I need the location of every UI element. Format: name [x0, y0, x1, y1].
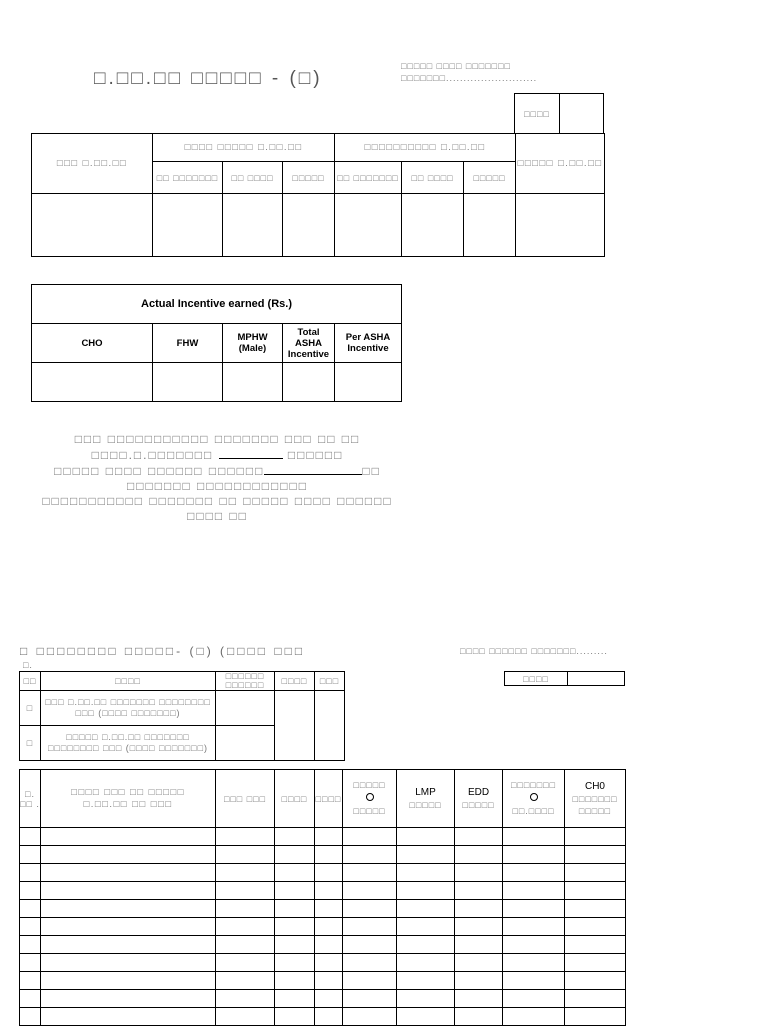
table-cell — [216, 1008, 275, 1026]
table-row — [20, 882, 626, 900]
table-cell — [315, 936, 343, 954]
table-row — [20, 864, 626, 882]
incentive-cell — [32, 363, 153, 402]
table-cell — [41, 900, 216, 918]
table-cell — [275, 990, 315, 1008]
table-cell — [216, 954, 275, 972]
form2-cell — [275, 691, 315, 761]
table-cell — [216, 990, 275, 1008]
table-cell — [503, 828, 565, 846]
form2-row2-count — [216, 726, 275, 761]
table-row — [20, 1008, 626, 1026]
table-cell — [343, 936, 397, 954]
table-cell — [275, 936, 315, 954]
register-table — [19, 769, 626, 1026]
incentive-cell — [223, 363, 283, 402]
table-cell — [503, 972, 565, 990]
table-row — [20, 918, 626, 936]
table-row — [20, 846, 626, 864]
table-cell — [275, 882, 315, 900]
table-cell — [275, 918, 315, 936]
incentive-cell — [283, 363, 335, 402]
table-cell — [20, 936, 41, 954]
form2-title: □ □□□□□□□□ □□□□□- (□) (□□□□ □□□ — [20, 644, 306, 658]
table-cell — [565, 864, 626, 882]
blank-line — [219, 447, 283, 459]
form2-month-label: □□□□ □□□□□□ □□□□□□□......... — [460, 646, 608, 656]
table-cell — [565, 972, 626, 990]
table-cell — [343, 846, 397, 864]
table-cell — [41, 972, 216, 990]
register-h-cho: CH0 □□□□□□□ □□□□□ — [565, 770, 626, 828]
form1-box — [514, 93, 604, 134]
table-cell — [315, 972, 343, 990]
form1-sub-b-3: □□□□□ — [464, 162, 516, 194]
table-cell — [216, 828, 275, 846]
form2-col-c4: □□□□ — [275, 672, 315, 691]
table-cell — [41, 954, 216, 972]
form2-col-item: □□□□ — [41, 672, 216, 691]
table-cell — [343, 972, 397, 990]
form2-row2-text: □□□□□ □.□□.□□ □□□□□□□ □□□□□□□□ □□□ (□□□□ □□□□□□□) — [41, 726, 216, 761]
table-cell — [20, 828, 41, 846]
table-cell — [20, 846, 41, 864]
register-h-lmp: LMP □□□□□ — [397, 770, 455, 828]
table-cell — [343, 918, 397, 936]
certificate-line-1: □□□ □□□□□□□□□□□ □□□□□□□ □□□ □□ □□ — [74, 432, 361, 446]
form1-cell — [516, 194, 605, 257]
form1-cell — [223, 194, 283, 257]
table-cell — [315, 954, 343, 972]
table-cell — [397, 846, 455, 864]
form1-cell — [283, 194, 335, 257]
table-cell — [216, 900, 275, 918]
table-cell — [455, 990, 503, 1008]
table-cell — [503, 918, 565, 936]
table-cell — [397, 828, 455, 846]
certificate-line-6: □□□□ □□ — [187, 509, 248, 523]
form1-col-total-left: □□□ □.□□.□□ — [32, 134, 153, 194]
form1-title: □.□□.□□ □□□□□ - (□) — [94, 68, 323, 89]
table-cell — [343, 1008, 397, 1026]
table-cell — [275, 1008, 315, 1026]
table-cell — [343, 954, 397, 972]
table-cell — [343, 882, 397, 900]
table-row — [20, 990, 626, 1008]
circle-icon — [530, 793, 538, 801]
table-cell — [41, 846, 216, 864]
table-cell — [216, 936, 275, 954]
form1-sub-b-2: □□ □□□□ — [402, 162, 464, 194]
form1-year-label: □□□□□□□.......................... — [401, 73, 538, 83]
table-cell — [41, 936, 216, 954]
incentive-table — [31, 284, 402, 402]
table-cell — [20, 864, 41, 882]
register-h-c3: □□□ □□□ — [216, 770, 275, 828]
certificate-line-3: □□□□□ □□□□ □□□□□□ □□□□□□ □□ — [54, 464, 381, 478]
certificate-text — [20, 432, 415, 523]
table-cell — [343, 828, 397, 846]
table-cell — [275, 846, 315, 864]
register-h-c6: □□□□□ □□□□□ — [343, 770, 397, 828]
table-cell — [315, 1008, 343, 1026]
table-cell — [20, 882, 41, 900]
form2-box — [504, 671, 625, 686]
table-cell — [503, 846, 565, 864]
table-cell — [455, 882, 503, 900]
table-cell — [565, 828, 626, 846]
form2-table — [19, 671, 345, 761]
form2-col-count: □□□□□□ □□□□□□ — [216, 672, 275, 691]
table-cell — [343, 864, 397, 882]
form1-box-value — [560, 94, 604, 134]
certificate-line-4: □□□□□□□ □□□□□□□□□□□□ — [126, 479, 309, 493]
form1-group-b: □□□□□□□□□□ □.□□.□□ — [335, 134, 516, 162]
table-cell — [455, 972, 503, 990]
table-cell — [41, 882, 216, 900]
register-h-c4: □□□□ — [275, 770, 315, 828]
table-cell — [565, 846, 626, 864]
table-cell — [343, 990, 397, 1008]
table-cell — [503, 936, 565, 954]
form1-cell — [153, 194, 223, 257]
table-cell — [503, 864, 565, 882]
table-cell — [455, 1008, 503, 1026]
form2-row2-no: □ — [20, 726, 41, 761]
table-cell — [455, 900, 503, 918]
table-cell — [315, 990, 343, 1008]
table-cell — [315, 828, 343, 846]
table-cell — [216, 882, 275, 900]
form1-month-label: □□□□□ □□□□ □□□□□□□ — [401, 61, 511, 71]
table-row — [20, 972, 626, 990]
table-cell — [565, 918, 626, 936]
incentive-col-per-asha: Per ASHA Incentive — [335, 324, 402, 363]
table-cell — [216, 918, 275, 936]
form2-sn-small: □. — [23, 660, 33, 670]
table-cell — [315, 882, 343, 900]
form1-sub-b-1: □□ □□□□□□□ — [335, 162, 402, 194]
table-cell — [275, 972, 315, 990]
table-row — [20, 954, 626, 972]
incentive-col-fhw: FHW — [153, 324, 223, 363]
table-row — [20, 936, 626, 954]
certificate-line-5: □□□□□□□□□□□ □□□□□□□ □□ □□□□□ □□□□ □□□□□□ — [42, 494, 393, 508]
table-cell — [41, 864, 216, 882]
register-h-edd: EDD □□□□□ — [455, 770, 503, 828]
table-cell — [455, 828, 503, 846]
form1-cell — [32, 194, 153, 257]
form1-sub-a-3: □□□□□ — [283, 162, 335, 194]
form1-cell — [335, 194, 402, 257]
form1-cell — [464, 194, 516, 257]
table-cell — [397, 1008, 455, 1026]
table-cell — [41, 918, 216, 936]
table-cell — [216, 864, 275, 882]
form2-row1-no: □ — [20, 691, 41, 726]
form1-sub-a-1: □□ □□□□□□□ — [153, 162, 223, 194]
register-h-c5: □□□□ — [315, 770, 343, 828]
table-cell — [20, 918, 41, 936]
table-cell — [275, 900, 315, 918]
table-cell — [397, 900, 455, 918]
incentive-col-cho: CHO — [32, 324, 153, 363]
table-cell — [455, 846, 503, 864]
form2-col-c5: □□□ — [315, 672, 345, 691]
form2-col-sn: □□ — [20, 672, 41, 691]
form1-table — [31, 133, 605, 257]
table-cell — [503, 954, 565, 972]
table-cell — [275, 828, 315, 846]
table-cell — [41, 990, 216, 1008]
table-cell — [315, 846, 343, 864]
form1-box-label: □□□□ — [515, 94, 560, 134]
table-cell — [275, 954, 315, 972]
table-cell — [397, 954, 455, 972]
form2-row1-count — [216, 691, 275, 726]
table-row — [20, 900, 626, 918]
form2-box-value — [568, 672, 625, 686]
table-cell — [397, 882, 455, 900]
table-cell — [455, 918, 503, 936]
table-cell — [503, 990, 565, 1008]
table-cell — [397, 918, 455, 936]
incentive-col-total-asha: Total ASHA Incentive — [283, 324, 335, 363]
table-cell — [565, 954, 626, 972]
table-cell — [455, 954, 503, 972]
table-cell — [20, 990, 41, 1008]
table-cell — [455, 864, 503, 882]
table-cell — [343, 900, 397, 918]
table-cell — [315, 918, 343, 936]
table-cell — [397, 936, 455, 954]
table-cell — [503, 882, 565, 900]
table-cell — [565, 882, 626, 900]
table-cell — [455, 936, 503, 954]
table-cell — [20, 900, 41, 918]
table-cell — [315, 900, 343, 918]
table-cell — [41, 1008, 216, 1026]
certificate-line-2: □□□□.□.□□□□□□□ □□□□□□ — [91, 448, 344, 462]
table-cell — [20, 972, 41, 990]
table-cell — [216, 846, 275, 864]
incentive-cell — [335, 363, 402, 402]
incentive-title: Actual Incentive earned (Rs.) — [32, 285, 402, 324]
table-cell — [397, 972, 455, 990]
table-cell — [275, 864, 315, 882]
table-cell — [20, 1008, 41, 1026]
form1-cell — [402, 194, 464, 257]
table-cell — [315, 864, 343, 882]
table-cell — [565, 1008, 626, 1026]
form2-row1-text: □□□ □.□□.□□ □□□□□□□ □□□□□□□□ □□□ (□□□□ □□□□□□□) — [41, 691, 216, 726]
incentive-col-mphw: MPHW (Male) — [223, 324, 283, 363]
table-cell — [503, 900, 565, 918]
table-cell — [565, 900, 626, 918]
form1-sub-a-2: □□ □□□□ — [223, 162, 283, 194]
table-cell — [565, 990, 626, 1008]
blank-line — [264, 463, 362, 475]
register-h-sn: □. □□ . — [20, 770, 41, 828]
table-cell — [397, 990, 455, 1008]
register-h-name: □□□□ □□□ □□ □□□□□ □.□□.□□ □□ □□□ — [41, 770, 216, 828]
register-h-c9: □□□□□□□ □□.□□□□ — [503, 770, 565, 828]
table-cell — [41, 828, 216, 846]
circle-icon — [366, 793, 374, 801]
form1-col-total-right: □□□□□ □.□□.□□ — [516, 134, 605, 194]
table-row — [20, 828, 626, 846]
incentive-cell — [153, 363, 223, 402]
form2-cell — [315, 691, 345, 761]
table-cell — [503, 1008, 565, 1026]
table-cell — [397, 864, 455, 882]
form1-group-a: □□□□ □□□□□ □.□□.□□ — [153, 134, 335, 162]
form2-box-label: □□□□ — [505, 672, 568, 686]
table-cell — [216, 972, 275, 990]
table-cell — [20, 954, 41, 972]
table-cell — [565, 936, 626, 954]
